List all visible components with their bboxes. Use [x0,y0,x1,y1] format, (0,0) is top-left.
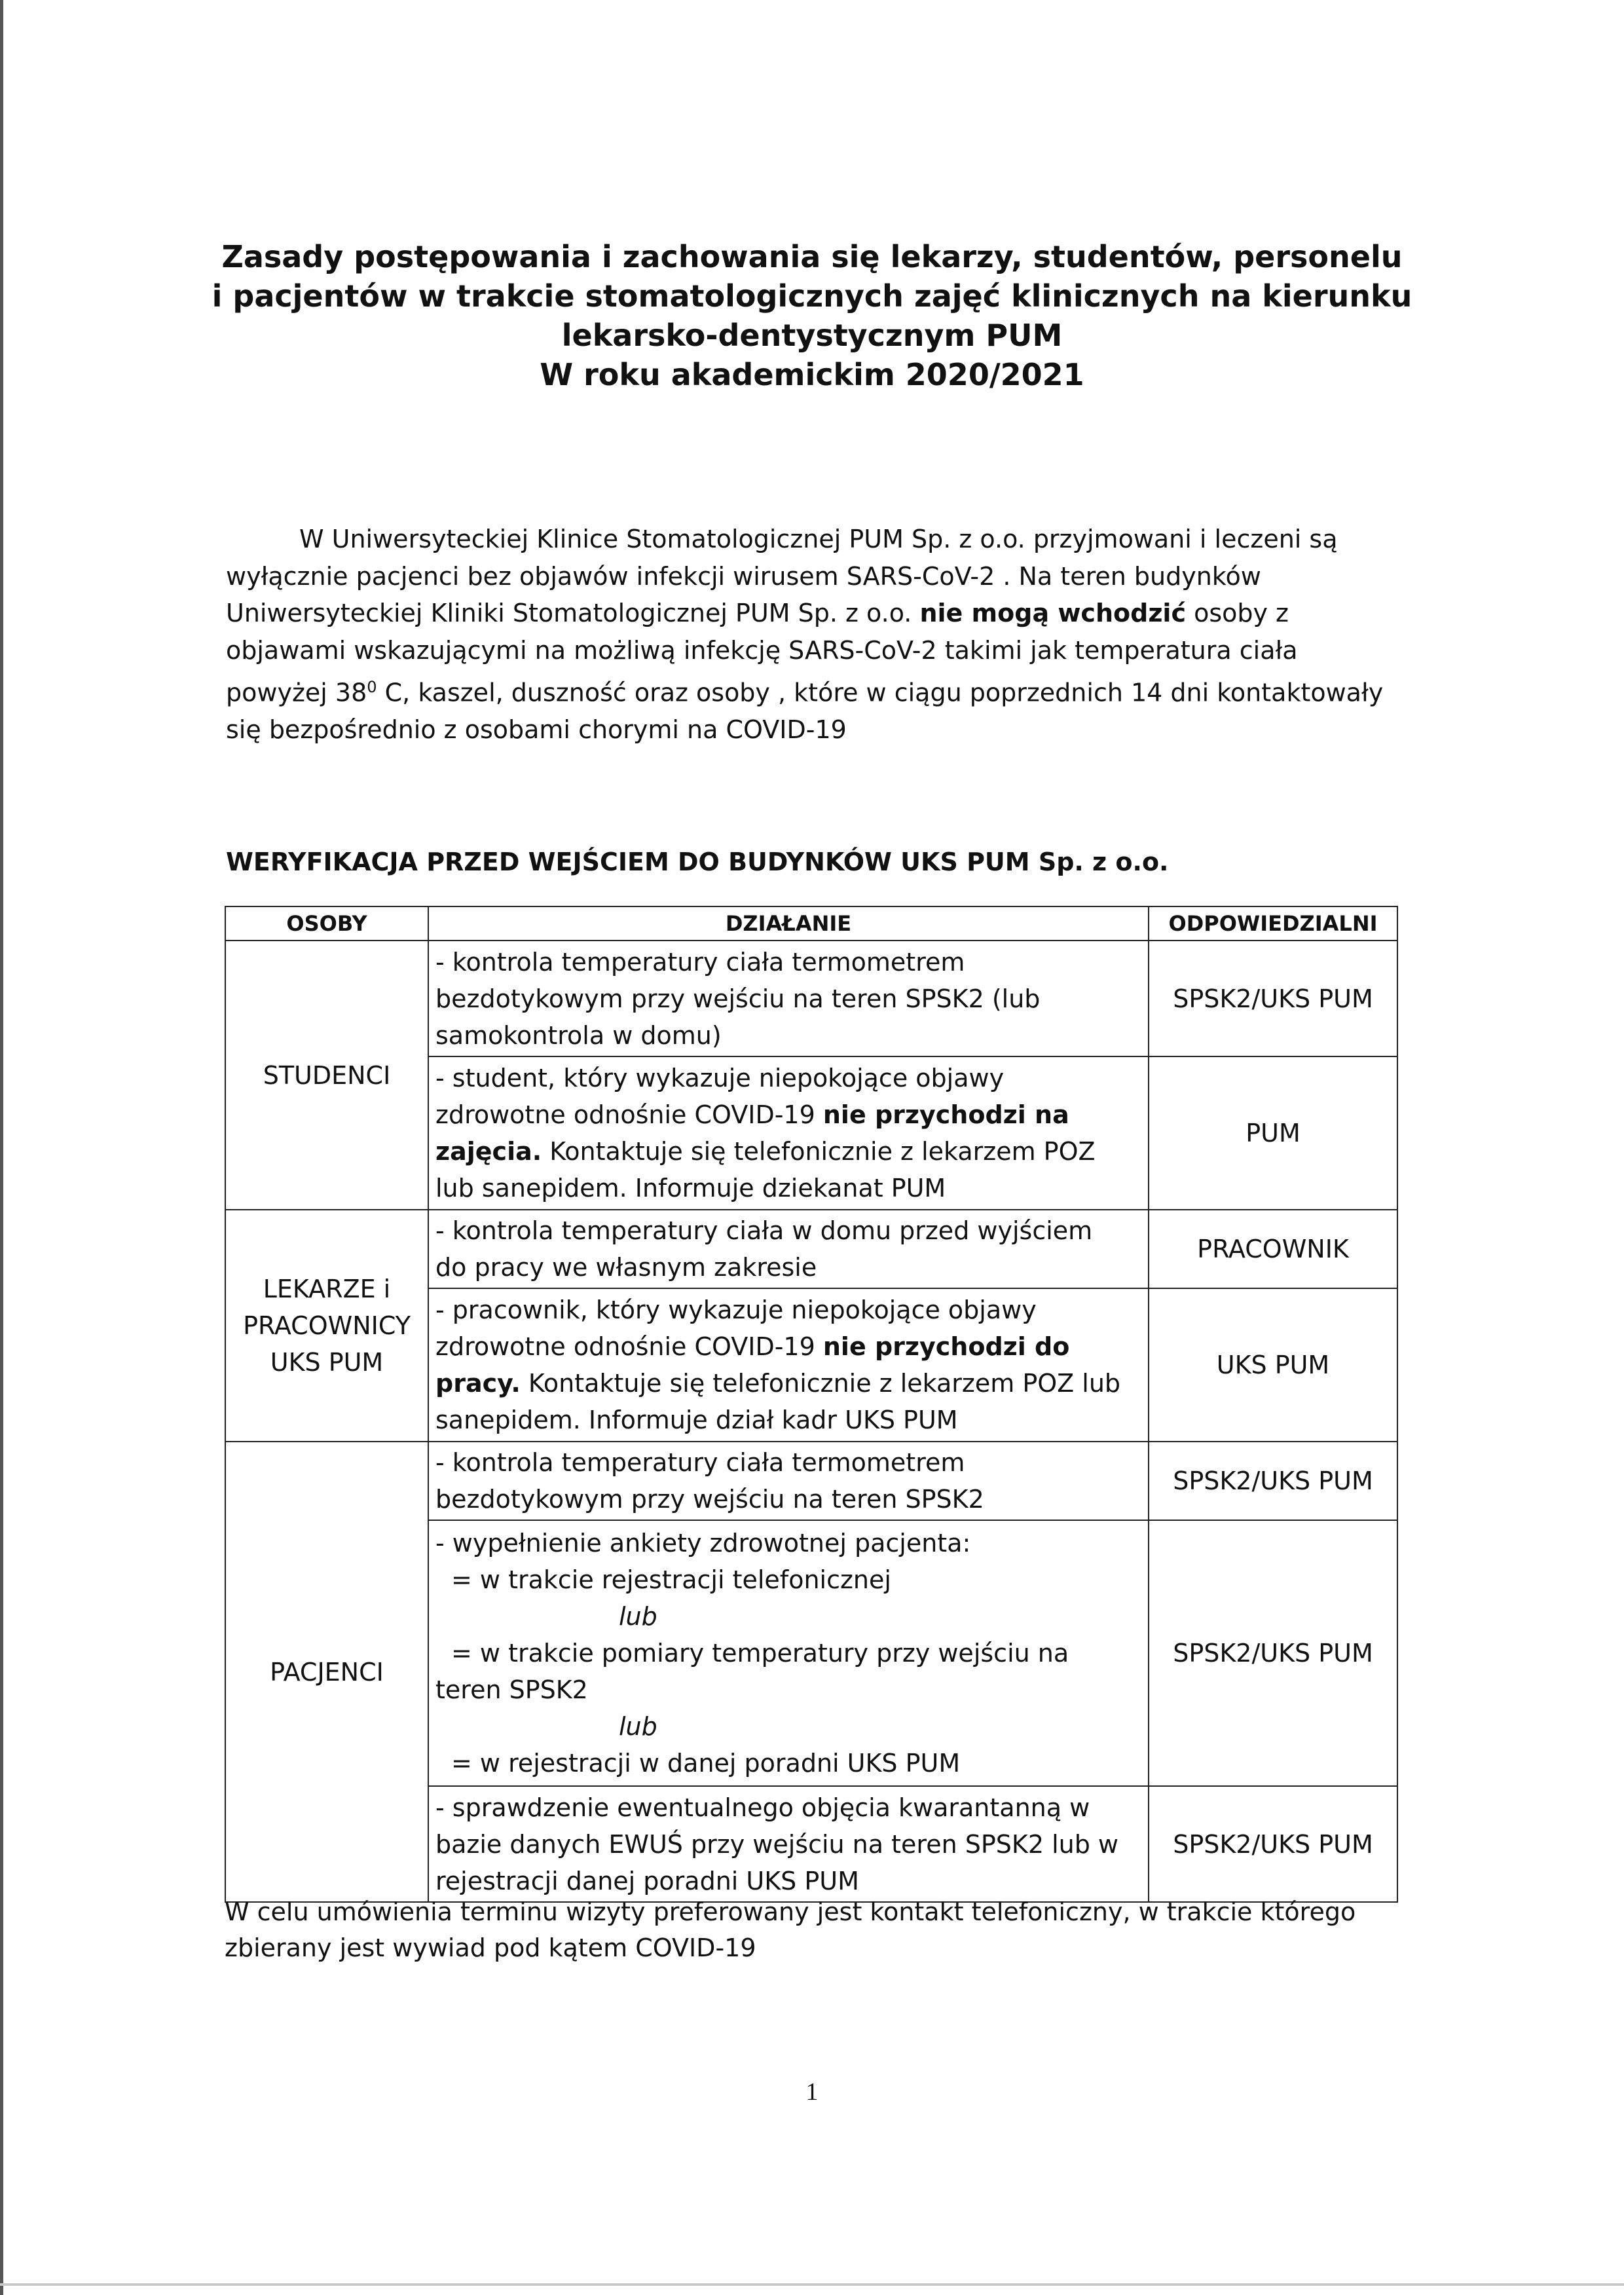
section-heading: WERYFIKACJA PRZED WEJŚCIEM DO BUDYNKÓW UKS PUM Sp. z o.o. [226,848,1169,876]
action-line-italic: lub [619,1602,657,1631]
action-line: - kontrola temperatury ciała w domu przed wyjściem [435,1216,1093,1245]
action-line: lub sanepidem. Informuje dziekanat PUM [435,1174,946,1203]
header-odpowiedzialni: ODPOWIEDZIALNI [1149,906,1397,941]
action-text: Kontaktuje się telefonicznie z lekarzem POZ [542,1137,1096,1166]
degree-superscript: 0 [367,678,377,696]
group-label-line: UKS PUM [270,1348,384,1377]
action-line: samokontrola w domu) [435,1020,722,1050]
action-bold-text: nie przychodzi na [822,1100,1069,1129]
intro-line: objawami wskazującymi na możliwą infekcję SARS-CoV-2 takimi jak temperatura ciała [226,635,1298,665]
action-cell [428,1288,1149,1442]
intro-bold-text: nie mogą wchodzić [919,599,1186,627]
action-line: = w trakcie rejestracji telefonicznej [451,1565,891,1594]
action-text: zdrowotne odnośnie COVID-19 [435,1332,823,1361]
action-cell [428,1442,1149,1520]
group-patients: PACJENCI [225,1442,428,1902]
intro-line: W Uniwersyteckiej Klinice Stomatologicznej PUM Sp. z o.o. przyjmowani i leczeni są [299,525,1338,553]
intro-line: wyłącznie pacjenci bez objawów infekcji wirusem SARS-CoV-2 . Na teren budynków [226,561,1261,591]
responsible-cell: PRACOWNIK [1149,1210,1397,1288]
action-line: bezdotykowym przy wejściu na teren SPSK2 [435,1485,984,1514]
action-line [435,1365,1141,1402]
action-cell [428,1056,1149,1210]
action-cell [428,941,1149,1056]
action-line: sanepidem. Informuje dział kadr UKS PUM [435,1406,958,1434]
action-line [435,1133,1141,1170]
action-line: rejestracji danej poradni UKS PUM [435,1866,859,1895]
action-line [435,1096,1141,1133]
intro-line [226,595,1405,632]
intro-text: osoby z [1185,599,1289,627]
group-staff [225,1210,428,1442]
action-cell [428,1520,1149,1786]
table-header-row [225,906,1397,941]
action-line: bezdotykowym przy wejściu na teren SPSK2 (lub [435,984,1041,1013]
responsible-cell: SPSK2/UKS PUM [1149,941,1397,1056]
scan-edge-left [0,0,3,2295]
title-line: W roku akademickim 2020/2021 [540,357,1084,392]
action-line: = w trakcie pomiary temperatury przy wejściu na [451,1639,1069,1668]
action-bold-text: pracy. [435,1369,521,1398]
action-bold-text: zajęcia. [435,1137,542,1166]
action-cell [428,1210,1149,1288]
intro-text: Uniwersyteckiej Kliniki Stomatologicznej PUM Sp. z o.o. [226,599,920,627]
action-text: zdrowotne odnośnie COVID-19 [435,1100,823,1129]
responsible-cell: SPSK2/UKS PUM [1149,1442,1397,1520]
action-line: do pracy we własnym zakresie [435,1253,817,1282]
group-label-line: PRACOWNICY [243,1311,411,1340]
action-line: - pracownik, który wykazuje niepokojące objawy [435,1296,1037,1324]
document-title [157,237,1467,394]
action-line: - wypełnienie ankiety zdrowotnej pacjenta: [435,1529,971,1558]
action-line: - kontrola temperatury ciała termometrem [435,1448,965,1477]
action-line: = w rejestracji w danej poradni UKS PUM [451,1749,961,1778]
table-row [225,1210,1397,1288]
title-line: lekarsko-dentystycznym PUM [561,318,1063,353]
responsible-cell: SPSK2/UKS PUM [1149,1520,1397,1786]
footer-note-line: zbierany jest wywiad pod kątem COVID-19 [225,1933,756,1962]
scan-edge-bottom [0,2283,1624,2286]
footer-note-line: W celu umówienia terminu wizyty preferowany jest kontakt telefoniczny, w trakcie którego [225,1897,1356,1926]
action-text: Kontaktuje się telefonicznie z lekarzem POZ lub [520,1369,1121,1398]
verification-table [225,906,1398,1903]
intro-paragraph [226,521,1405,749]
action-line: - kontrola temperatury ciała termometrem [435,947,965,977]
footer-note [225,1894,1416,1966]
responsible-cell: UKS PUM [1149,1288,1397,1442]
intro-line [226,669,1405,711]
intro-text: powyżej 38 [226,678,367,707]
action-line [435,1328,1141,1365]
action-bold-text: nie przychodzi do [822,1332,1070,1361]
action-line: - sprawdzenie ewentualnego objęcia kwarantanną w [435,1793,1090,1822]
action-line: bazie danych EWUŚ przy wejściu na teren SPSK2 lub w [435,1829,1118,1859]
intro-line: się bezpośrednio z osobami chorymi na COVID-19 [226,715,847,745]
responsible-cell: PUM [1149,1056,1397,1210]
group-label-line: LEKARZE i [263,1275,391,1303]
group-students: STUDENCI [225,941,428,1210]
action-cell [428,1786,1149,1902]
page-number: 1 [805,2078,819,2106]
header-dzialanie: DZIAŁANIE [428,906,1149,941]
table-row [225,1442,1397,1520]
title-line: Zasady postępowania i zachowania się lekarzy, studentów, personelu [221,239,1403,274]
action-line: - student, który wykazuje niepokojące objawy [435,1064,1005,1092]
title-line: i pacjentów w trakcie stomatologicznych zajęć klinicznych na kierunku [212,278,1412,314]
responsible-cell: SPSK2/UKS PUM [1149,1786,1397,1902]
action-line: teren SPSK2 [435,1675,588,1704]
action-line-italic: lub [619,1712,657,1741]
intro-text: C, kaszel, duszność oraz osoby , które w ciągu poprzednich 14 dni kontaktowały [377,678,1384,707]
table-row [225,941,1397,1056]
header-osoby: OSOBY [225,906,428,941]
